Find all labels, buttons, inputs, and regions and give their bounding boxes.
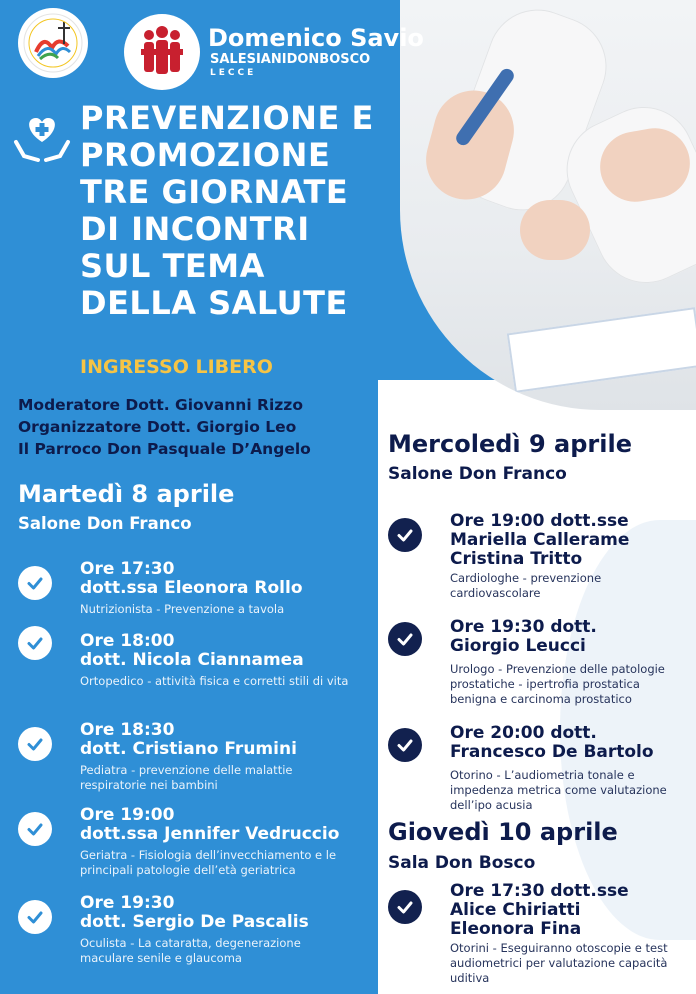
event-time: Ore 18:00 xyxy=(80,631,175,651)
check-icon xyxy=(18,812,52,846)
event-speaker: Alice Chiriatti xyxy=(450,900,581,920)
check-icon xyxy=(388,518,422,552)
event-item xyxy=(388,724,688,813)
event-item xyxy=(18,560,368,617)
event-item xyxy=(18,894,368,966)
event-time: Ore 20:00 dott. xyxy=(450,723,597,743)
check-icon xyxy=(18,626,52,660)
event-speaker: Mariella Callerame xyxy=(450,530,630,550)
event-description: Cardiologhe - prevenzione cardiovascolare xyxy=(450,571,602,600)
event-time: Ore 17:30 xyxy=(80,559,175,579)
event-item xyxy=(388,882,688,986)
event-time: Ore 17:30 dott.sse xyxy=(450,881,629,901)
event-item xyxy=(388,618,688,707)
event-speaker: dott. Sergio De Pascalis xyxy=(80,912,309,932)
event-description: Nutrizionista - Prevenzione a tavola xyxy=(80,602,285,616)
brand-city: LECCE xyxy=(210,68,257,78)
check-icon xyxy=(388,622,422,656)
day-title-wednesday: Mercoledì 9 aprile xyxy=(388,430,632,458)
event-time: Ore 19:00 xyxy=(80,805,175,825)
check-icon xyxy=(388,728,422,762)
event-time: Ore 19:30 dott. xyxy=(450,617,597,637)
headline-line: PROMOZIONE xyxy=(80,136,331,174)
event-speaker: dott. Cristiano Frumini xyxy=(80,739,297,759)
day-title-thursday: Giovedì 10 aprile xyxy=(388,818,618,846)
headline-line: SUL TEMA xyxy=(80,247,265,285)
headline-line: PREVENZIONE E xyxy=(80,99,374,137)
event-item xyxy=(18,806,378,878)
event-speaker: dott. Nicola Ciannamea xyxy=(80,650,304,670)
event-speaker: Eleonora Fina xyxy=(450,919,582,939)
event-description: Urologo - Prevenzione delle patologie prostatiche - ipertrofia prostatica benigna e carcinoma prostatico xyxy=(450,662,665,706)
venue-wednesday: Salone Don Franco xyxy=(388,464,567,484)
event-time: Ore 18:30 xyxy=(80,720,175,740)
event-description: Geriatra - Fisiologia dell’invecchiamento e le principali patologie dell’età geriatrica xyxy=(80,848,337,877)
event-time: Ore 19:00 dott.sse xyxy=(450,511,629,531)
event-item xyxy=(388,512,688,601)
venue-thursday: Sala Don Bosco xyxy=(388,853,536,873)
event-speaker: Cristina Tritto xyxy=(450,549,583,569)
event-item xyxy=(18,632,368,689)
headline-line: DI INCONTRI xyxy=(80,210,310,248)
event-item xyxy=(18,721,368,793)
event-description: Otorino - L’audiometria tonale e impedenza metrica come valutazione dell’ipo acusia xyxy=(450,768,667,812)
event-time: Ore 19:30 xyxy=(80,893,175,913)
staff-item: Organizzatore Dott. Giorgio Leo xyxy=(18,418,297,436)
check-icon xyxy=(18,566,52,600)
event-speaker: Francesco De Bartolo xyxy=(450,742,654,762)
heart-hands-icon xyxy=(12,108,72,168)
event-description: Oculista - La cataratta, degenerazione maculare senile e glaucoma xyxy=(80,936,301,965)
brand-title: Domenico Savio xyxy=(208,24,424,52)
staff-item: Il Parroco Don Pasquale D’Angelo xyxy=(18,440,311,458)
event-speaker: dott.ssa Eleonora Rollo xyxy=(80,578,303,598)
headline xyxy=(80,100,410,322)
event-speaker: Giorgio Leucci xyxy=(450,636,586,656)
staff-item: Moderatore Dott. Giovanni Rizzo xyxy=(18,396,303,414)
day-title-tuesday: Martedì 8 aprile xyxy=(18,480,235,508)
jubilee-logo xyxy=(18,8,88,78)
brand-subtitle: SALESIANIDONBOSCO xyxy=(210,52,371,67)
event-description: Pediatra - prevenzione delle malattie respiratorie nei bambini xyxy=(80,763,293,792)
check-icon xyxy=(388,890,422,924)
staff-list xyxy=(18,394,311,460)
salesiani-logo xyxy=(124,14,200,90)
event-speaker: dott.ssa Jennifer Vedruccio xyxy=(80,824,340,844)
check-icon xyxy=(18,727,52,761)
check-icon xyxy=(18,900,52,934)
free-entry-label: INGRESSO LIBERO xyxy=(80,356,273,378)
event-description: Ortopedico - attività fisica e corretti stili di vita xyxy=(80,674,349,688)
headline-line: DELLA SALUTE xyxy=(80,284,348,322)
event-description: Otorini - Eseguiranno otoscopie e test audiometrici per valutazione capacità uditiva xyxy=(450,941,668,985)
headline-line: TRE GIORNATE xyxy=(80,173,349,211)
venue-tuesday: Salone Don Franco xyxy=(18,514,192,533)
